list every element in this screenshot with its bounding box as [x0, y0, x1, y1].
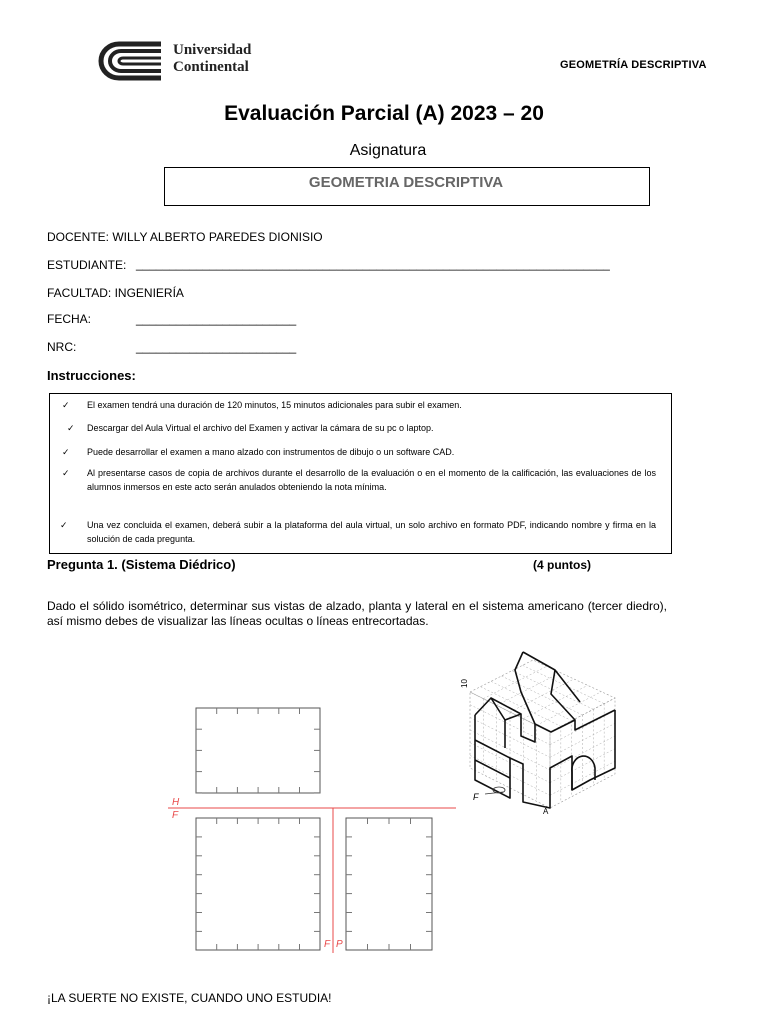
iso-label-a: A [543, 807, 549, 816]
check-icon: ✓ [62, 400, 70, 410]
side-view-frame [346, 818, 432, 950]
university-name [173, 42, 251, 76]
question-1-points: (4 puntos) [533, 558, 591, 572]
instruction-text: Una vez concluida el examen, deberá subir a la plataforma del aula virtual, un solo archivo en formato PDF, indicando nombre y firma en la solución de cada pregunta. [87, 520, 656, 544]
estudiante-label: ESTUDIANTE: [47, 258, 127, 272]
question-1-title: Pregunta 1. (Sistema Diédrico) [47, 557, 236, 572]
instruction-text: Descargar del Aula Virtual el archivo del Examen y activar la cámara de su pc o laptop. [87, 423, 434, 433]
iso-grid-line [550, 749, 615, 783]
check-icon: ✓ [62, 447, 70, 457]
facultad-line: FACULTAD: INGENIERÍA [47, 286, 184, 300]
university-name-line2: Continental [173, 59, 249, 75]
check-icon: ✓ [60, 520, 68, 530]
instruction-text: Al presentarse casos de copia de archivos durante el desarrollo de la evaluación o en el momento de la calificación, las evaluaciones de los alumnos inmersos en este acto serán anulados obteniendo la nota mínima. [87, 468, 656, 492]
orthographic-views-drawing [160, 695, 460, 960]
front-view-frame [196, 818, 320, 950]
question-1-text: Dado el sólido isométrico, determinar sus vistas de alzado, planta y lateral en el sistema americano (tercer diedro), así mismo debes de visualizar las líneas ocultas o líneas entrecortadas. [47, 599, 667, 628]
estudiante-blank: _______________________________________________________________________ [136, 257, 610, 271]
instruction-text: El examen tendrá una duración de 120 minutos, 15 minutos adicionales para subir el examen. [87, 400, 462, 410]
isometric-solid-drawing [455, 640, 630, 820]
subject-name: GEOMETRIA DESCRIPTIVA [308, 174, 504, 191]
docente-line: DOCENTE: WILLY ALBERTO PAREDES DIONISIO [47, 230, 323, 244]
label-f2: F [324, 939, 331, 950]
university-name-line1: Universidad [173, 42, 252, 58]
footer-motto: ¡LA SUERTE NO EXISTE, CUANDO UNO ESTUDIA! [47, 991, 332, 1005]
check-icon: ✓ [67, 423, 75, 433]
iso-dimension: 10 [460, 679, 469, 688]
top-view-frame [196, 708, 320, 793]
iso-grid-line [550, 761, 615, 795]
nrc-blank: ________________________ [136, 340, 297, 354]
nrc-label: NRC: [47, 340, 77, 354]
course-header: GEOMETRÍA DESCRIPTIVA [560, 59, 707, 71]
subject-label: Asignatura [349, 142, 427, 159]
label-p: P [336, 939, 343, 950]
instructions-heading: Instrucciones: [47, 368, 136, 383]
instruction-text: Puede desarrollar el examen a mano alzado con instrumentos de dibujo o un software CAD. [87, 447, 455, 457]
label-f: F [172, 810, 179, 821]
check-icon: ✓ [62, 468, 70, 478]
fecha-blank: ________________________ [136, 312, 297, 326]
fecha-label: FECHA: [47, 312, 92, 326]
label-h: H [172, 797, 180, 808]
iso-label-f: F [473, 792, 479, 802]
exam-title: Evaluación Parcial (A) 2023 – 20 [224, 102, 544, 125]
